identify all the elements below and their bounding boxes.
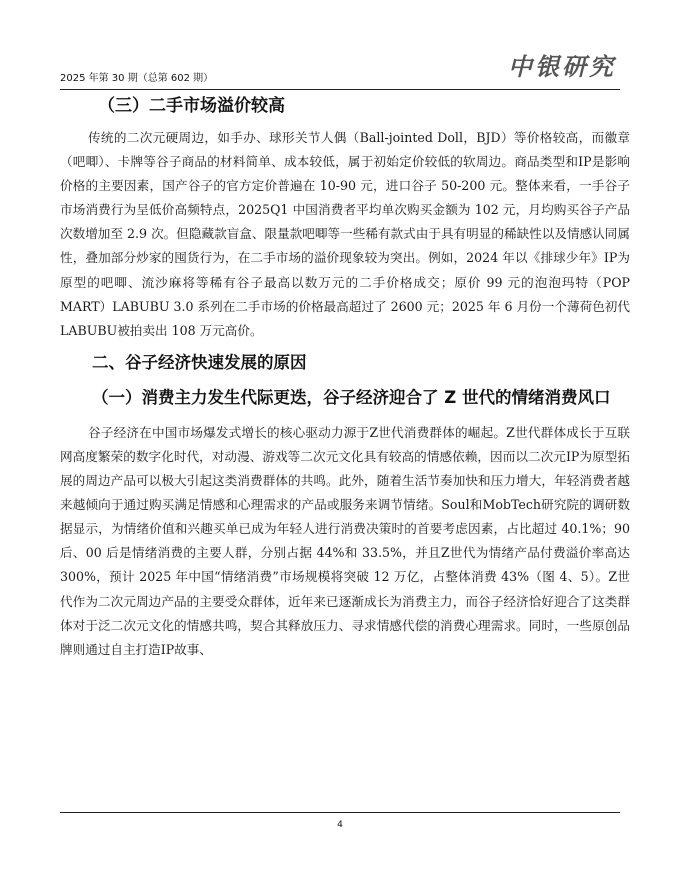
- chapter-heading-reasons: 二、谷子经济快速发展的原因: [92, 352, 307, 372]
- header-rule: [60, 89, 620, 90]
- issue-label: 2025 年第 30 期（总第 602 期）: [60, 73, 214, 84]
- page-header: [60, 44, 620, 90]
- page-number: 4: [337, 820, 343, 830]
- section-heading-secondhand: （三）二手市场溢价较高: [98, 96, 285, 116]
- footer-rule: [60, 812, 620, 813]
- brand-logo: 中银研究: [508, 52, 616, 81]
- paragraph-gen-z: 谷子经济在中国市场爆发式增长的核心驱动力源于Z世代消费群体的崛起。Z世代群体成长于互联网高度繁荣的数字化时代，对动漫、游戏等二次元文化具有较高的情感依赖，因而以二次元IP为原型拓展的周边产品可以极大引起这类消费群体的共鸣。此外，随着生活节奏加快和压力增大，年轻消费者越来越倾向于通过购买满足情感和心理需求的产品或服务来调节情绪。Soul和MobTech研究院的调研数据显示，为情绪价值和兴趣买单已成为年轻人进行消费决策时的首要考虑因素，占比超过 40.1%；90 后、00 后是情绪消费的主要人群，分别占据 44%和 33.5%，并且Z世代为情绪产品付费溢价率高达 300%，预计 2025 年中国“情绪消费”市场规模将突破 12 万亿，占整体消费 43%（图 4、5）。Z世代作为二次元周边产品的主要受众群体，近年来已逐渐成长为消费主力，而谷子经济恰好迎合了这类群体对于泛二次元文化的情感共鸣，契合其释放压力、寻求情感代偿的消费心理需求。同时，一些原创品牌则通过自主打造IP故事、: [60, 424, 630, 657]
- subsection-heading-gen-z: （一）消费主力发生代际更迭，谷子经济迎合了 Z 世代的情绪消费风口: [92, 387, 611, 407]
- page-body: [60, 92, 630, 662]
- paragraph-secondhand-market: 传统的二次元硬周边，如手办、球形关节人偶（Ball-jointed Doll，BJD）等价格较高，而徽章（吧唧）、卡牌等谷子商品的材料简单、成本较低，属于初始定价较低的软周边。商品类型和IP是影响价格的主要因素，国产谷子的官方定价普遍在 10-90 元，进口谷子 50-200 元。整体来看，一手谷子市场消费行为呈低价高频特点，2025Q1 中国消费者平均单次购买金额为 102 元，月均购买谷子产品次数增加至 2.9 次。但隐藏款盲盒、限量款吧唧等一些稀有款式由于具有明显的稀缺性以及情感认同属性，叠加部分炒家的囤货行为，在二手市场的溢价现象较为突出。例如，2024 年以《排球少年》IP为原型的吧唧、流沙麻将等稀有谷子最高以数万元的二手价格成交；原价 99 元的泡泡玛特（POP MART）LABUBU 3.0 系列在二手市场的价格最高超过了 2600 元；2025 年 6 月份一个薄荷色初代LABUBU被拍卖出 108 万元高价。: [60, 130, 630, 338]
